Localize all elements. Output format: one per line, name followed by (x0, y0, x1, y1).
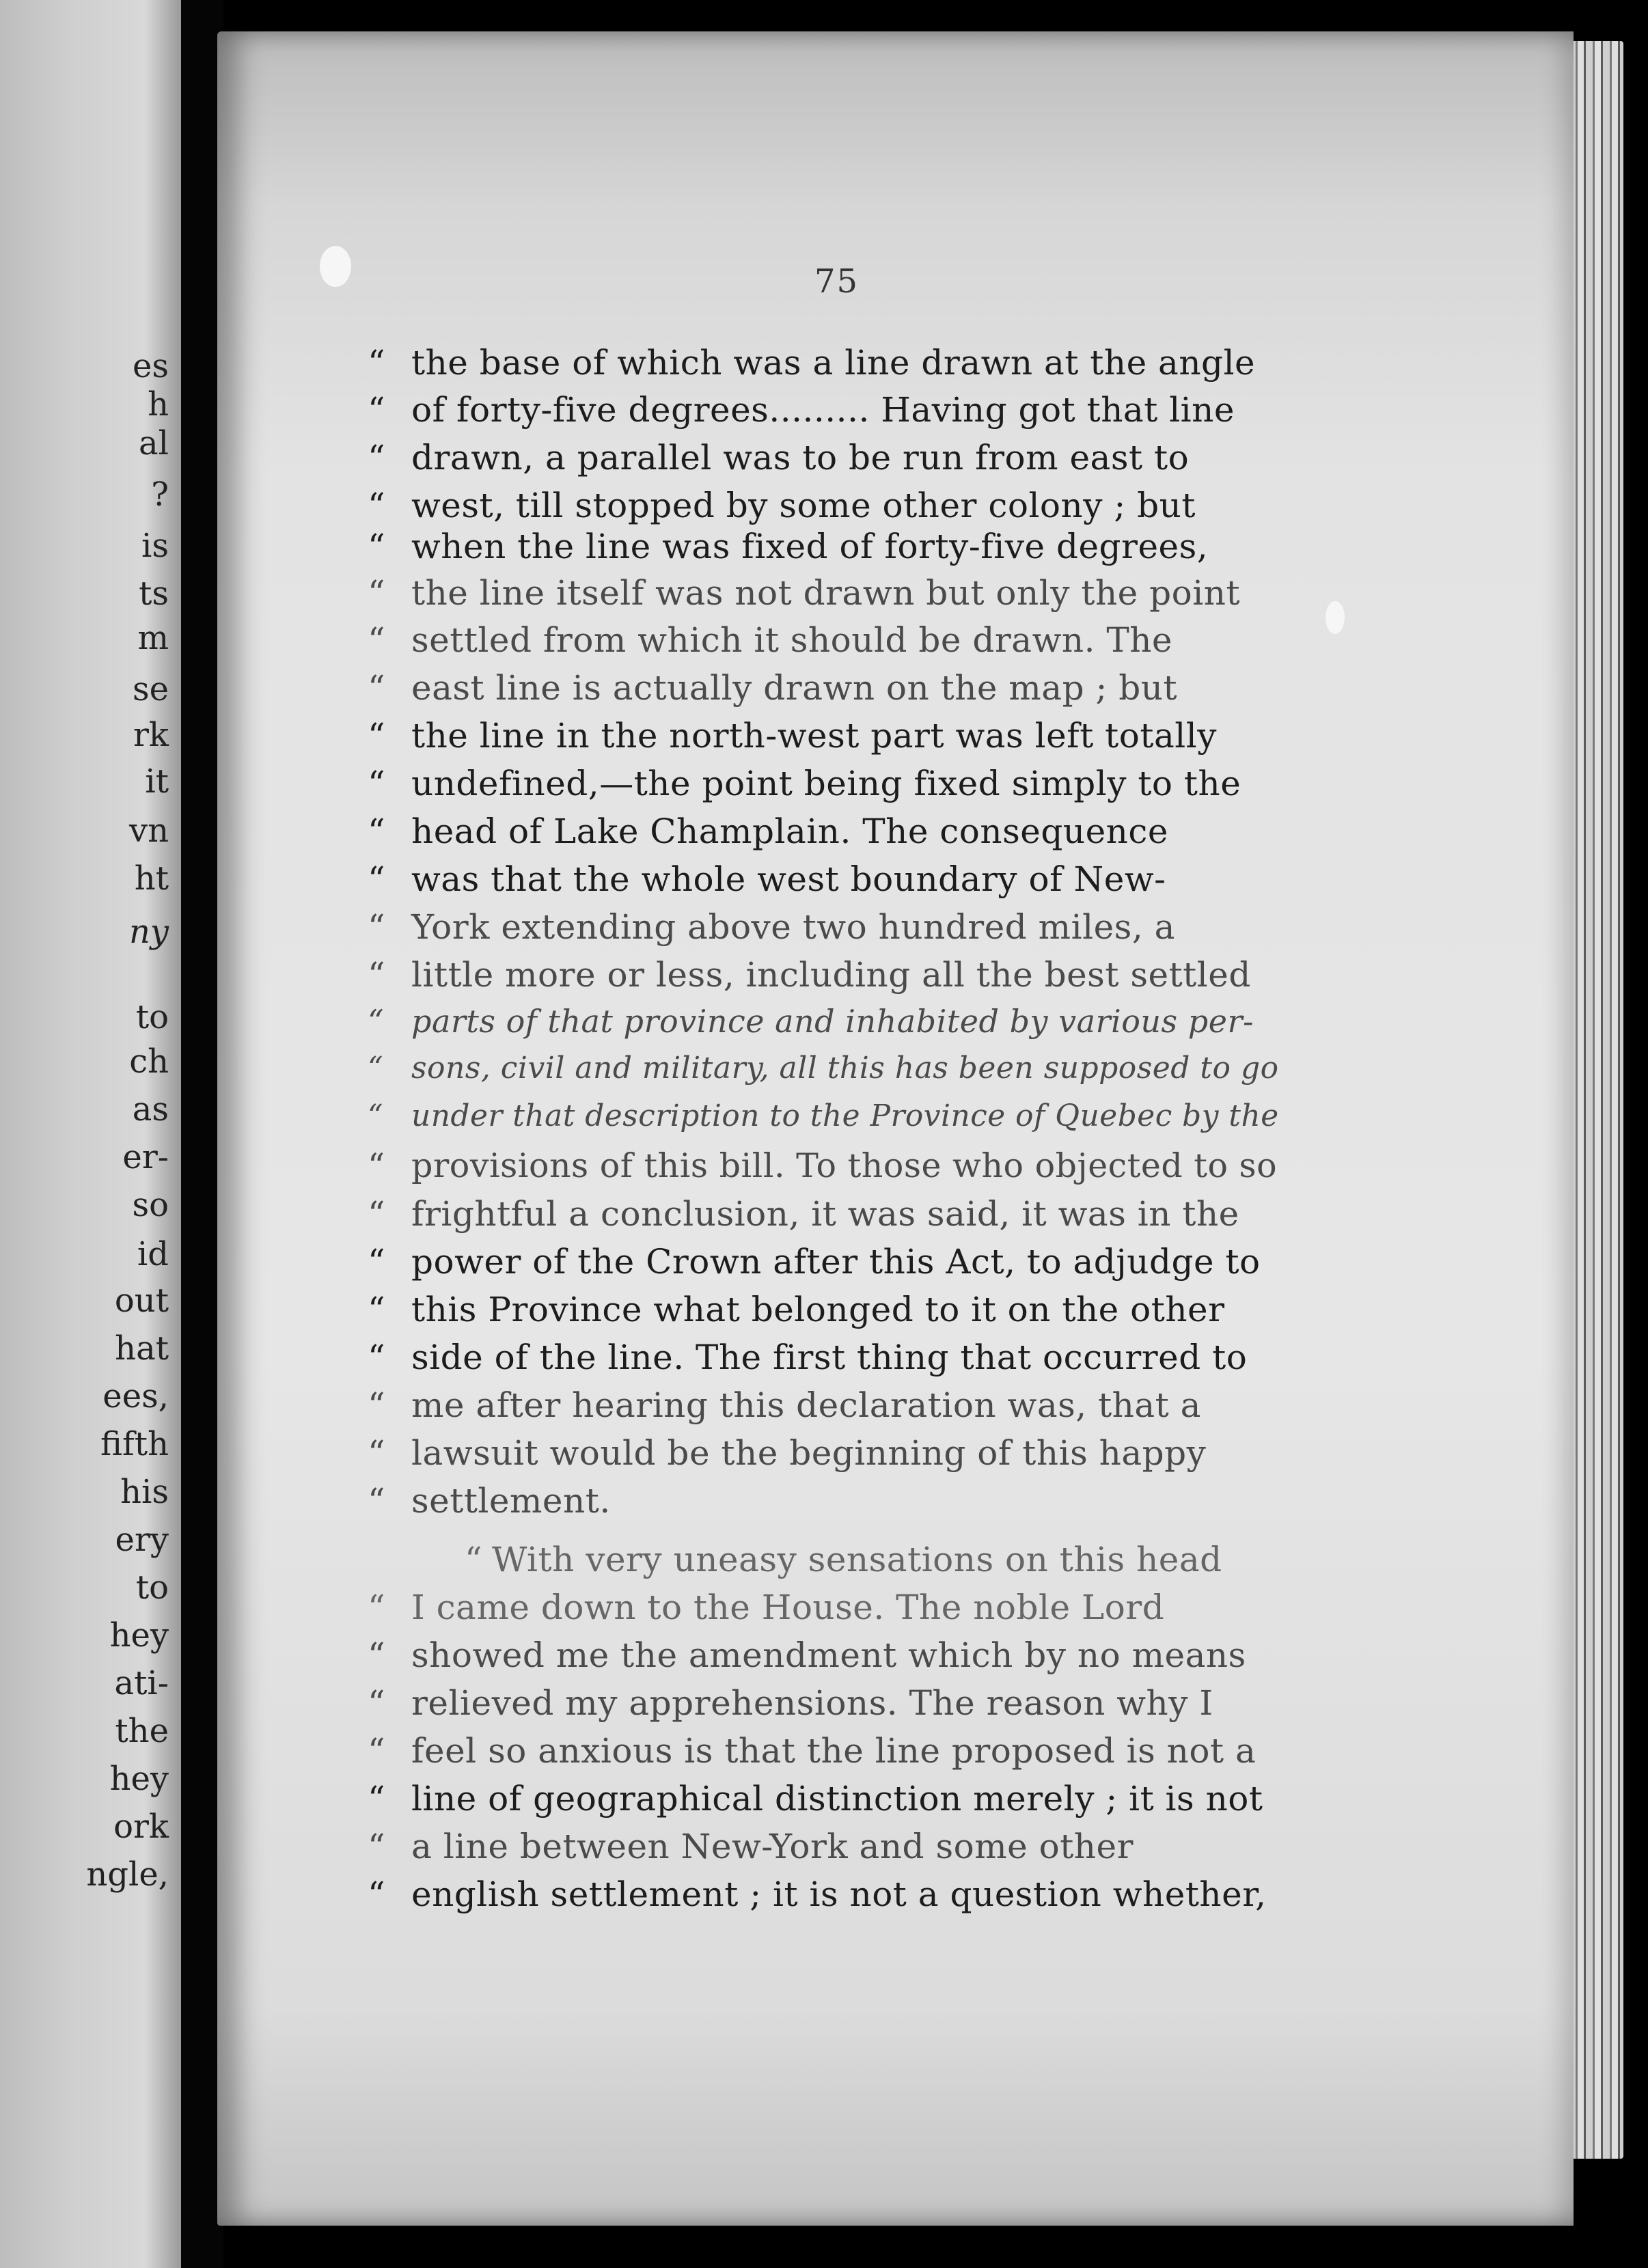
line-text: under that description to the Province of Quebec by the (411, 1098, 1279, 1133)
text-line (368, 1098, 1279, 1133)
line-text: settlement. (411, 1481, 611, 1521)
line-text: lawsuit would be the beginning of this happy (411, 1433, 1207, 1473)
quote-mark: “ (368, 1385, 386, 1425)
left-page-text: ? (151, 475, 169, 514)
quote-mark: “ (368, 716, 386, 756)
quote-mark: “ (368, 1635, 386, 1675)
quote-mark: “ (368, 1875, 386, 1914)
left-page-text: it (145, 762, 169, 801)
quote-mark: “ (368, 620, 386, 660)
text-line (368, 1731, 1256, 1771)
text-line (368, 1053, 1279, 1083)
line-text: relieved my apprehensions. The reason why I (411, 1683, 1213, 1723)
left-page-text: rk (133, 716, 169, 754)
line-text: me after hearing this declaration was, that a (411, 1385, 1201, 1425)
text-line (368, 1875, 1267, 1914)
text-line (368, 716, 1218, 756)
page-number: 75 (814, 262, 860, 301)
text-line (465, 1540, 1222, 1579)
left-page-text: ny (128, 913, 169, 951)
line-text: east line is actually drawn on the map ; but (411, 668, 1178, 708)
line-text: feel so anxious is that the line proposed is not a (411, 1731, 1256, 1771)
text-line (368, 1481, 611, 1521)
text-line (368, 812, 1168, 851)
quote-mark: “ (368, 1588, 386, 1627)
quote-mark: “ (368, 1003, 385, 1040)
quote-mark: “ (368, 1098, 383, 1133)
left-page-text: ch (129, 1042, 169, 1081)
previous-page-fragment (0, 0, 181, 2268)
quote-mark: “ (368, 438, 386, 478)
line-text: York extending above two hundred miles, a (411, 907, 1175, 947)
quote-mark: “ (368, 486, 386, 525)
quote-mark: “ (368, 859, 386, 899)
quote-mark: “ (368, 1779, 386, 1818)
quote-mark: “ (368, 527, 386, 566)
text-line (368, 620, 1172, 660)
text-line (368, 1779, 1263, 1818)
quote-mark: “ (368, 1433, 386, 1473)
line-text: when the line was fixed of forty-five degrees, (411, 527, 1209, 566)
line-text: drawn, a parallel was to be run from east to (411, 438, 1190, 478)
left-page-text: es (132, 347, 169, 385)
text-line (368, 1829, 1134, 1864)
line-text: a line between New-York and some other (411, 1827, 1134, 1866)
text-line (368, 1194, 1239, 1234)
left-page-text: is (141, 527, 169, 565)
quote-mark: “ (368, 1194, 386, 1234)
left-page-text: ati- (114, 1664, 169, 1702)
quote-mark: “ (368, 1051, 383, 1085)
line-text: head of Lake Champlain. The consequence (411, 812, 1168, 851)
line-text: provisions of this bill. To those who objected to so (411, 1146, 1278, 1185)
text-line (368, 668, 1178, 708)
text-line (368, 1588, 1165, 1627)
quote-mark: “ (368, 907, 386, 947)
line-text: line of geographical distinction merely ; it is not (411, 1779, 1263, 1818)
quote-mark: “ (368, 1731, 386, 1771)
text-line (368, 390, 1235, 430)
left-page-text: hey (109, 1616, 169, 1655)
line-text: little more or less, including all the best settled (411, 955, 1251, 995)
left-page-text: er- (122, 1138, 169, 1176)
text-line (368, 1338, 1248, 1377)
line-text: this Province what belonged to it on the other (411, 1290, 1225, 1329)
left-page-text: ork (113, 1808, 169, 1846)
line-text: english settlement ; it is not a question whether, (411, 1875, 1267, 1914)
text-line (368, 1242, 1261, 1282)
text-line (368, 1635, 1246, 1675)
text-line (368, 573, 1241, 613)
line-text: side of the line. The first thing that occurred to (411, 1338, 1248, 1377)
quote-mark: “ (368, 1683, 386, 1723)
text-line (368, 488, 1196, 523)
left-page-text: his (120, 1473, 169, 1511)
line-text: sons, civil and military, all this has been supposed to go (411, 1051, 1279, 1085)
text-line (368, 1433, 1207, 1473)
text-line (368, 1292, 1225, 1327)
text-line (368, 955, 1251, 995)
left-page-text: ees, (102, 1377, 169, 1415)
quote-mark: “ (368, 764, 386, 803)
line-text: frightful a conclusion, it was said, it was in the (411, 1194, 1239, 1234)
text-line (368, 1385, 1201, 1425)
left-page-text: so (132, 1186, 169, 1224)
left-page-text: ht (134, 859, 169, 898)
left-page-text: to (135, 1568, 169, 1607)
line-text: the line itself was not drawn but only the point (411, 573, 1241, 613)
page-edge-stack (1569, 41, 1623, 2159)
left-page-text: m (137, 619, 169, 657)
line-text: undefined,—the point being fixed simply to the (411, 764, 1241, 803)
quote-mark: “ (368, 1338, 386, 1377)
line-text: parts of that province and inhabited by various per- (411, 1003, 1254, 1040)
text-line (368, 859, 1166, 899)
left-page-text: ts (139, 575, 169, 613)
left-page-text: ngle, (86, 1855, 169, 1894)
quote-mark: “ (368, 1242, 386, 1282)
text-line (368, 907, 1175, 947)
text-line (368, 343, 1256, 383)
quote-mark: “ (368, 955, 386, 995)
quote-mark: “ (368, 343, 386, 383)
line-text: settled from which it should be drawn. The (411, 620, 1172, 660)
text-line (368, 1683, 1213, 1723)
left-page-text: al (139, 424, 169, 462)
line-text: With very uneasy sensations on this head (492, 1540, 1222, 1579)
left-page-text: ery (115, 1521, 169, 1559)
left-page-text: as (132, 1090, 169, 1129)
left-page-text: out (114, 1282, 169, 1320)
left-page-text: vn (128, 812, 169, 850)
left-page-text: se (132, 670, 169, 708)
line-text: of forty-five degrees......... Having got that line (411, 390, 1235, 430)
quote-mark: “ (465, 1540, 483, 1579)
text-line (368, 766, 1241, 801)
paper-blemish (320, 246, 351, 287)
line-text: I came down to the House. The noble Lord (411, 1588, 1165, 1627)
text-line (368, 1003, 1254, 1040)
line-text: the line in the north-west part was left totally (411, 716, 1218, 756)
left-page-text: to (135, 998, 169, 1036)
line-text: the base of which was a line drawn at the angle (411, 343, 1256, 383)
text-line (368, 438, 1190, 478)
quote-mark: “ (368, 668, 386, 708)
quote-mark: “ (368, 1146, 385, 1185)
left-page-text: hey (109, 1760, 169, 1798)
left-page-text: fifth (100, 1425, 169, 1463)
quote-mark: “ (368, 573, 386, 613)
line-text: power of the Crown after this Act, to adjudge to (411, 1242, 1261, 1282)
quote-mark: “ (368, 390, 386, 430)
text-line (368, 1146, 1278, 1185)
line-text: west, till stopped by some other colony ; but (411, 486, 1196, 525)
left-page-text: h (148, 385, 169, 424)
left-page-text: the (115, 1712, 169, 1750)
quote-mark: “ (368, 1481, 386, 1521)
quote-mark: “ (368, 812, 386, 851)
line-text: showed me the amendment which by no means (411, 1635, 1246, 1675)
paper-blemish (1326, 601, 1345, 634)
quote-mark: “ (368, 1827, 386, 1866)
text-line (368, 529, 1208, 564)
line-text: was that the whole west boundary of New- (411, 859, 1166, 899)
left-page-text: id (137, 1235, 169, 1273)
quote-mark: “ (368, 1290, 386, 1329)
left-page-text: hat (115, 1329, 169, 1368)
